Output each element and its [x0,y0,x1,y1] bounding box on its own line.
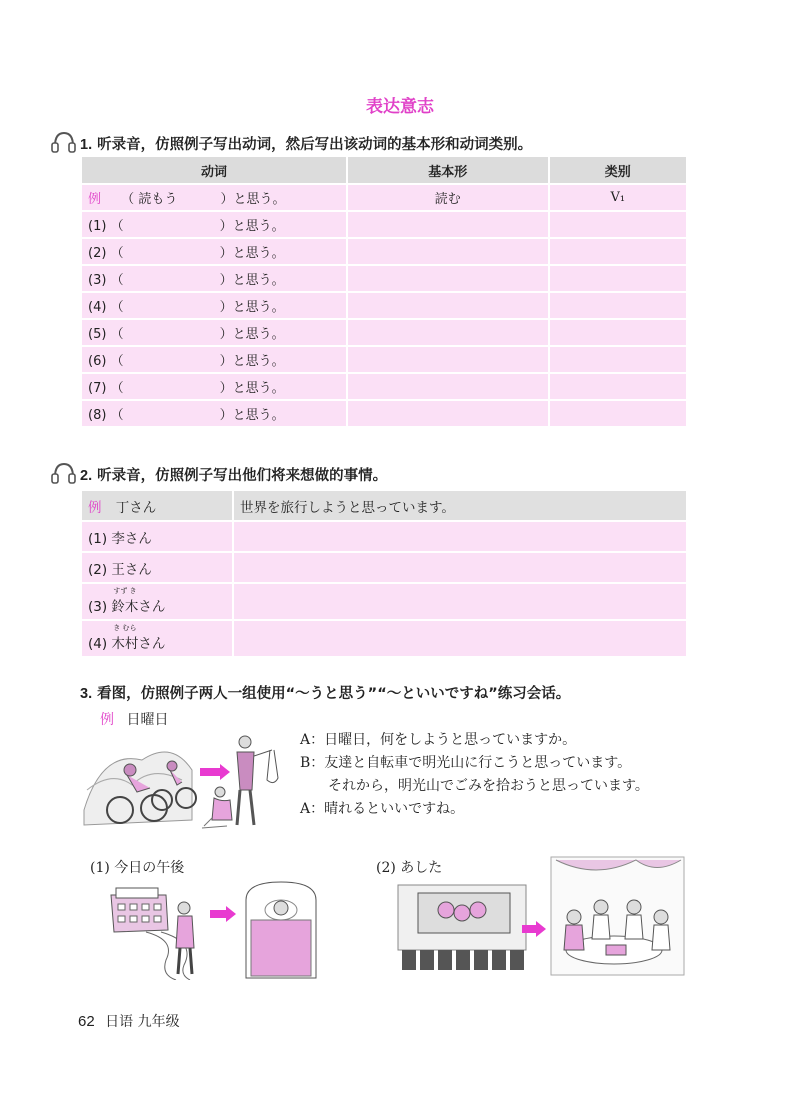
row-number: (4) [88,635,108,652]
category-answer-cell[interactable] [550,320,686,345]
category-answer-cell[interactable] [550,374,686,399]
headphone-icon [50,461,76,489]
section3-heading [80,682,570,703]
category-answer-cell[interactable] [550,293,686,318]
category-answer-cell[interactable] [550,239,686,264]
example-verb: 読もう [138,192,178,207]
paren-open: （ [110,327,124,342]
example-base-form: 読む [348,185,548,210]
person-name-ruby [111,586,139,615]
base-form-answer-cell[interactable] [348,266,548,291]
section3-instruction: 看图，仿照例子两人一组使用“～うと思う”“～といいですね”练习会话。 [97,686,571,702]
page-number: 62 [78,1013,95,1030]
speaker: A： [300,801,325,817]
example-answer: 世界を旅行しようと思っています。 [234,491,686,520]
paren-open: （ [110,246,124,261]
paren-close: ）と思う。 [219,381,285,396]
category-answer-cell[interactable] [550,266,686,291]
example-label [100,709,168,729]
paren-close: ）と思う。 [219,273,285,288]
verb-answer-cell[interactable] [82,401,346,426]
row-number: (7) [88,381,107,396]
verb-answer-cell[interactable] [82,266,346,291]
table-row [82,293,686,318]
row-number: (6) [88,354,107,369]
paren-close: ）と思う。 [219,327,285,342]
page-footer [78,1011,180,1031]
name-suffix: さん [138,598,166,615]
book-title: 日语 九年级 [105,1014,180,1030]
paren-open: （ [110,354,124,369]
paren-open: （ [110,300,124,315]
table-row [82,401,686,426]
plan-answer-cell[interactable] [234,522,686,551]
dialog-text: 日曜日，何をしようと思っていますか。 [324,732,577,748]
name-suffix: さん [138,635,166,652]
paren-open: （ [121,192,135,207]
verb-answer-cell[interactable] [82,293,346,318]
paren-close: ）と思う。 [219,300,285,315]
table-row-example [82,491,686,520]
section1-number: 1. [80,137,93,153]
person-cell [82,553,232,582]
paren-close: ）と思う。 [219,408,285,423]
table-row [82,239,686,264]
base-form-answer-cell[interactable] [348,320,548,345]
base-form-answer-cell[interactable] [348,401,548,426]
section2-heading [80,464,387,485]
table-row [82,320,686,345]
example-marker: 例 [88,499,102,516]
person-name: 李さん [111,530,152,547]
table-row [82,584,686,619]
speaker: B： [300,755,325,771]
row-number: (5) [88,327,107,342]
base-form-answer-cell[interactable] [348,239,548,264]
paren-open: （ [110,408,124,423]
table-row [82,621,686,656]
task1-label: (1) 今日の午後 [90,860,185,876]
person-cell [82,621,232,656]
example-marker: 例 [88,192,102,207]
task2-label: (2) あした [376,860,443,876]
example-name-cell [82,491,232,520]
dialog-text: 友達と自転車で明光山に行こうと思っています。 [324,755,632,771]
base-form-answer-cell[interactable] [348,347,548,372]
plan-answer-cell[interactable] [234,621,686,656]
base-form-answer-cell[interactable] [348,212,548,237]
category-answer-cell[interactable] [550,212,686,237]
dialog-line [300,729,649,752]
paren-close: ）と思う。 [219,219,285,234]
verb-answer-cell[interactable] [82,212,346,237]
headphone-icon [50,130,76,158]
verb-answer-cell[interactable] [82,239,346,264]
table-row [82,347,686,372]
plan-answer-cell[interactable] [234,553,686,582]
dialog-text: 晴れるといいですね。 [324,801,465,817]
header-category: 类别 [550,157,686,183]
task2-illustration [396,855,686,980]
header-verb: 动词 [82,157,346,183]
paren-open: （ [110,381,124,396]
row-number: (2) [88,246,107,261]
row-number: (1) [88,530,108,547]
verb-table [80,155,688,428]
person-name: 王さん [111,561,152,578]
dialog-line [300,752,649,775]
table-row [82,266,686,291]
verb-answer-cell[interactable] [82,320,346,345]
row-number: (8) [88,408,107,423]
section1-heading [80,133,532,154]
row-number: (3) [88,598,108,615]
row-number: (3) [88,273,107,288]
table-row [82,553,686,582]
paren-close: ）と思う。 [220,192,286,207]
person-name: 鈴木 [111,598,139,615]
header-base-form: 基本形 [348,157,548,183]
section3-number: 3. [80,686,93,702]
plan-answer-cell[interactable] [234,584,686,619]
category-answer-cell[interactable] [550,347,686,372]
furigana: すず き [113,586,137,595]
example-category: V₁ [550,185,686,210]
table-row [82,374,686,399]
task1-illustration [106,880,336,980]
base-form-answer-cell[interactable] [348,374,548,399]
section1-instruction: 听录音，仿照例子写出动词，然后写出该动词的基本形和动词类别。 [97,137,533,153]
paren-close: ）と思う。 [219,246,285,261]
plans-table [80,489,688,658]
row-number: (4) [88,300,107,315]
table-row [82,522,686,551]
person-name-ruby [111,623,139,652]
person-name: 木村 [111,635,139,652]
verb-answer-cell[interactable] [82,374,346,399]
example-marker: 例 [100,712,114,728]
dialog-line [300,775,649,798]
page-title: 表达意志 [366,97,434,117]
table-row [82,212,686,237]
paren-open: （ [110,273,124,288]
section2-number: 2. [80,468,93,484]
person-cell [82,522,232,551]
table-row-example [82,185,686,210]
speaker: A： [300,732,325,748]
paren-open: （ [110,219,124,234]
paren-close: ）と思う。 [219,354,285,369]
example-verb-cell [82,185,346,210]
row-number: (1) [88,219,107,234]
example-dialog [300,729,649,821]
person-cell [82,584,232,619]
furigana: き むら [113,623,137,632]
dialog-line [300,798,649,821]
example-illustration [82,730,282,836]
verb-table-header [82,157,686,183]
dialog-text: それから，明光山でごみを拾おうと思っています。 [328,778,649,794]
base-form-answer-cell[interactable] [348,293,548,318]
verb-answer-cell[interactable] [82,347,346,372]
example-name: 丁さん [115,499,157,516]
row-number: (2) [88,561,108,578]
category-answer-cell[interactable] [550,401,686,426]
section2-instruction: 听录音，仿照例子写出他们将来想做的事情。 [97,468,388,484]
example-topic: 日曜日 [126,712,169,728]
